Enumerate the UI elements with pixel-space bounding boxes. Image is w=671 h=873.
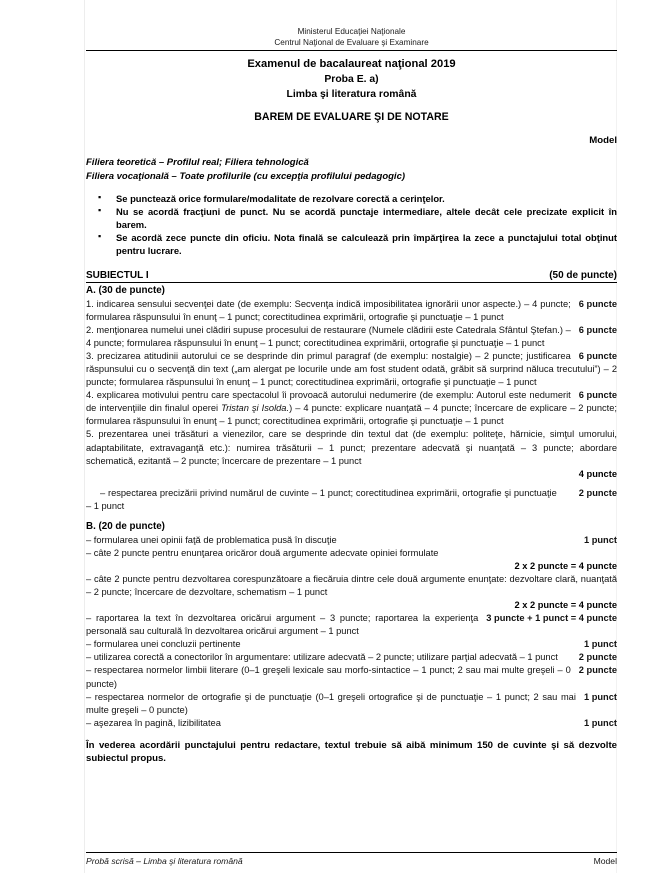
item-points: 3 puncte + 1 punct = 4 puncte (486, 613, 617, 624)
bullet-text: Se acordă zece puncte din oficiu. Nota finală se calculează prin împărţirea la zece a punctajului total obţinut pentru lucrare. (116, 232, 617, 256)
model-label: Model (589, 135, 617, 146)
item-points: 2 puncte (578, 665, 617, 676)
list-item (86, 231, 617, 257)
item-points: 2 puncte (578, 652, 617, 663)
part-b-item-3 (86, 573, 617, 599)
item-text: 5. prezentarea unei trăsături a vienezilor, care se desprinde din textul dat (de exemplu: politeţe, hărnicie, simţul umorului, adaptabilitate, extravaganţă etc.): numirea trăsăturii – 1 punct; prezentare adecvată şi nuanţată – 3 puncte; abordare schematică, ezitantă – 2 puncte; încercare de prezentare – 1 punct (86, 429, 617, 466)
subject-points: (50 de puncte) (549, 270, 617, 281)
footer-left-text: Probă scrisă – Limba şi literatura română (86, 856, 243, 866)
item-text: 3. precizarea atitudinii autorului ce se desprinde din primul paragraf (de exemplu: nostalgie) – 2 puncte; justificarea răspunsului cu o secvenţă din text („am alergat pe locurile unde am fost student odată, grăbit să surprind năluca trecutului”) – 2 puncte; formularea răspunsului în enunţ – 1 punct; corectitudinea exprimării, ortografie şi punctuaţie – 1 punct (86, 350, 617, 388)
item-text: 2. menţionarea numelui unei clădiri supuse procesului de restaurare (Numele clădirii este Catedrala Sfântul Ştefan.) – 4 puncte; formularea răspunsului în enunţ – 1 punct; corectitudinea exprimării, ortografie şi punctuaţie – 1 punct (86, 324, 571, 348)
title-block (86, 51, 617, 125)
item-points: 1 punct (583, 639, 617, 650)
item-points: 6 puncte (578, 350, 617, 361)
item-text-pre: 4. explicarea motivului pentru care spectacolul îi provoacă autorului nedumerire (de exemplu: Autorul este nedumerit de intervenţiile din finalul operei (86, 390, 571, 414)
part-b-item-5 (86, 638, 617, 651)
bullet-text: Se punctează orice formulare/modalitate de rezolvare corectă a cerinţelor. (116, 193, 445, 204)
document-content (86, 0, 617, 766)
ministry-line-2: Centrul Naţional de Evaluare şi Examinare (274, 38, 429, 47)
item-points: 6 puncte (578, 324, 617, 335)
item-text: 1. indicarea sensului secvenţei date (de exemplu: Secvenţa indică imposibilitatea ignorării unor aspecte.) – 4 puncte; formularea răspunsului în enunţ – 1 punct; corectitudinea exprimării, ortografie şi punctuaţie – 1 punct (86, 298, 571, 322)
part-b-item-9 (86, 717, 617, 730)
item-points: 6 puncte (578, 298, 617, 309)
masthead (86, 0, 617, 48)
filiera-line-2: Filiera vocaţională – Toate profilurile (cu excepţia profilului pedagogic) (86, 170, 406, 182)
part-b-item-3-points: 2 x 2 puncte = 4 puncte (514, 599, 617, 610)
item-text: – respectarea normelor de ortografie şi de punctuaţie (0–1 greşeli ortografice şi de punctuaţie – 1 punct; 2 sau mai multe greşeli – 0 puncte) (86, 691, 576, 715)
subject-header (86, 269, 617, 283)
item-text: – formularea unei opinii faţă de problematica pusă în discuţie (86, 534, 337, 545)
item-points: 1 punct (583, 717, 617, 728)
item-text: – câte 2 puncte pentru enunţarea oricăror două argumente adecvate opiniei formulate (86, 547, 439, 558)
footer-row (86, 853, 617, 867)
part-b-item-1 (86, 534, 617, 547)
part-a-item-4 (86, 389, 617, 428)
barem-title: BAREM DE EVALUARE ŞI DE NOTARE (254, 111, 449, 123)
part-a-item-5 (86, 428, 617, 467)
subject-label: SUBIECTUL I (86, 270, 149, 281)
item-text: – câte 2 puncte pentru dezvoltarea corespunzătoare a fiecăruia dintre cele două argumente enunţate: dezvoltare clară, nuanţată – 2 puncte; încercare de dezvoltare, schematism – 1 punct (86, 573, 617, 597)
footer-right-text: Model (593, 856, 617, 866)
part-b-item-2 (86, 547, 617, 560)
item-text: – raportarea la text în dezvoltarea oricărui argument – 3 puncte; raportarea la experienţa personală sau culturală în dezvoltarea oricărui argument – 1 punct (86, 613, 479, 637)
list-item (86, 205, 617, 231)
item-text: – respectarea normelor limbii literare (0–1 greşeli lexicale sau morfo-sintactice – 1 punct; 2 sau mai multe greşeli – 0 puncte) (86, 665, 571, 689)
bullet-text: Nu se acordă fracţiuni de punct. Nu se acordă punctaje intermediare, altele decât cele precizate explicit în barem. (116, 206, 617, 230)
item-points: 2 puncte (578, 487, 617, 498)
item-points: 1 punct (583, 534, 617, 545)
part-b-item-8 (86, 691, 617, 717)
exam-title: Examenul de bacalaureat naţional 2019 (247, 58, 456, 70)
item-text: – respectarea precizării privind numărul de cuvinte – 1 punct; corectitudinea exprimării, ortografie şi punctuaţie – 1 punct (86, 487, 557, 511)
item-text-post: ) – 4 puncte: explicare nuanţată – 4 puncte; încercare de explicare – 2 puncte; formularea răspunsului în enunţ – 1 punct; corectitudinea exprimării, ortografie şi punctuaţie – 1 punct (86, 403, 617, 427)
ministry-line-1: Ministerul Educaţiei Naţionale (297, 27, 406, 36)
rules-bullet-list (86, 183, 617, 257)
work-title: Tristan şi Isolda. (221, 403, 290, 414)
part-b-item-6 (86, 651, 617, 664)
part-a-item-5-points: 4 puncte (578, 468, 617, 479)
part-a-closing (86, 487, 617, 513)
redaction-note: În vederea acordării punctajului pentru redactare, textul trebuie să aibă minimum 150 de cuvinte şi să dezvolte subiectul propus. (86, 739, 617, 765)
filiera-line-1: Filiera teoretică – Profilul real; Filiera tehnologică (86, 157, 309, 168)
page-footer (86, 852, 617, 867)
item-text: – utilizarea corectă a conectorilor în argumentare: utilizare adecvată – 2 puncte; utilizare parţial adecvată – 1 punct (86, 652, 558, 663)
part-b-heading: B. (20 de puncte) (86, 521, 165, 532)
part-a-item-3 (86, 350, 617, 389)
part-a-item-2 (86, 324, 617, 350)
part-b-item-2-points: 2 x 2 puncte = 4 puncte (514, 560, 617, 571)
item-text: – formularea unei concluzii pertinente (86, 639, 241, 650)
item-points: 1 punct (583, 691, 617, 702)
item-text: – aşezarea în pagină, lizibilitatea (86, 717, 221, 728)
list-item (86, 192, 617, 205)
part-b-item-7 (86, 664, 617, 690)
bullet-icon: ▪ (98, 192, 102, 202)
bullet-icon: ▪ (98, 205, 102, 215)
item-points: 6 puncte (578, 390, 617, 401)
exam-proba: Proba E. a) (324, 74, 379, 85)
part-a-heading: A. (30 de puncte) (86, 285, 165, 296)
part-a-item-1 (86, 298, 617, 324)
part-b-item-4 (86, 612, 617, 638)
exam-subject: Limba şi literatura română (286, 89, 417, 100)
bullet-icon: ▪ (98, 231, 102, 241)
